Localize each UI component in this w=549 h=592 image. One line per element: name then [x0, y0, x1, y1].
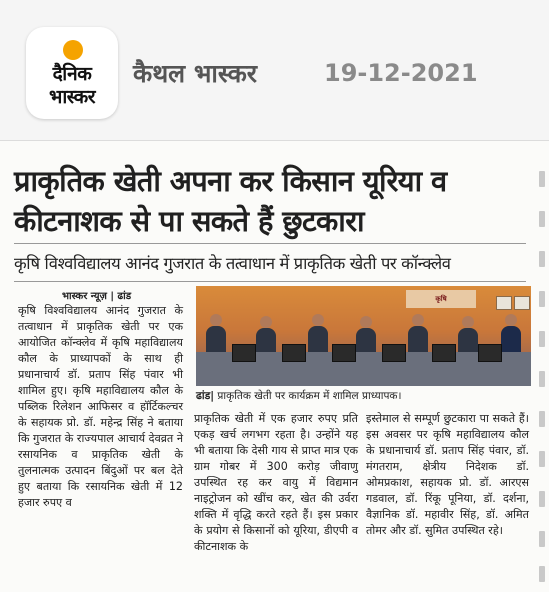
person-head — [210, 314, 222, 326]
monitor-icon — [432, 344, 456, 362]
wall-frame — [514, 296, 530, 310]
dainik-bhaskar-logo[interactable] — [26, 27, 118, 119]
monitor-icon — [232, 344, 256, 362]
wall-frame — [496, 296, 512, 310]
monitor-icon — [282, 344, 306, 362]
person-head — [505, 314, 517, 326]
monitor-icon — [478, 344, 502, 362]
caption-text: प्राकृतिक खेती पर कार्यक्रम में शामिल प्राध्यापक। — [214, 390, 402, 402]
adjacent-article-edge — [539, 141, 549, 592]
app-header — [0, 0, 549, 140]
person-head — [360, 316, 372, 328]
conclave-photo — [196, 286, 531, 386]
headline-rule — [14, 243, 526, 244]
article-subhead: कृषि विश्वविद्यालय आनंद गुजरात के तत्वाधान में प्राकृतिक खेती पर कॉन्क्लेव — [14, 254, 451, 273]
subhead-rule — [14, 281, 526, 282]
article-headline: प्राकृतिक खेती अपना कर किसान यूरिया व कीटनाशक से पा सकते हैं छुटकारा — [14, 164, 447, 238]
article-byline: भास्कर न्यूज़ | ढांड — [62, 291, 132, 302]
person-head — [462, 316, 474, 328]
monitor-icon — [382, 344, 406, 362]
article-column-2: प्राकृतिक खेती में एक हजार रुपए प्रति एकड़ खर्च लगभग रहता है। उन्होंने यह भी बताया कि देसी गाय से प्राप्त मात्र एक ग्राम गोबर में 300 करोड़ जीवाणु उपस्थित रह कर वायु में विद्यमान नाइट्रोजन को खींच कर, खेत की उर्वरा शक्ति में वृद्धि करते रहते हैं। इस प्रकार के प्रयोग से किसानों को यूरिया, डीएपी व कीटनाशक के — [194, 412, 358, 553]
person-head — [412, 314, 424, 326]
sun-icon — [63, 40, 83, 60]
photo-caption — [196, 389, 531, 403]
caption-place: ढांड| — [196, 390, 215, 402]
article-column-3: इस्तेमाल से सम्पूर्ण छुटकारा पा सकते हैं। इस अवसर पर कृषि महाविद्यालय कौल के प्रधानाचार्य डॉ. प्रताप सिंह पंवार, डॉ. मंगतराम, क्षेत्रीय निदेशक डॉ. ओमप्रकाश, सहायक प्रो. डॉ. आरएस गडवाल, डॉ. रिंकू पूनिया, डॉ. दर्शना, वैज्ञानिक डॉ. महावीर सिंह, डॉ. अमित तोमर और डॉ. सुमित उपस्थित रहे। — [366, 412, 529, 537]
edition-title: कैथल भास्कर — [133, 59, 258, 88]
logo-text-line2: भास्कर — [48, 86, 96, 108]
person-head — [260, 316, 272, 328]
article-column-1: कृषि विश्वविद्यालय आनंद गुजरात के तत्वाधान में प्राकृतिक खेती पर एक आयोजित कॉन्क्लेव में कृषि महाविद्यालय कौल के प्राध्यापकों के साथ ही प्रधानाचार्य डॉ. प्रताप सिंह पंवार भी शामिल हुए। कृषि महाविद्यालय कौल के पब्लिक रिलेशन आफिसर व हॉर्टिकल्चर के सहायक प्रो. डॉ. महेन्द्र सिंह ने बताया कि गुजरात के राज्यपाल आचार्य देवव्रत ने रसायनिक व प्राकृतिक खेती के तुलनात्मक उत्पादन बिंदुओं पर बल देते हुए बताया कि रसायनिक खेती में 12 हजार रुपए व — [18, 304, 183, 509]
person-head — [312, 314, 324, 326]
newspaper-clipping[interactable] — [0, 141, 549, 592]
monitor-icon — [332, 344, 356, 362]
logo-text-line1: दैनिक — [52, 63, 92, 85]
photo-banner-text: कृषि — [435, 295, 447, 303]
edition-date: 19-12-2021 — [324, 59, 478, 87]
